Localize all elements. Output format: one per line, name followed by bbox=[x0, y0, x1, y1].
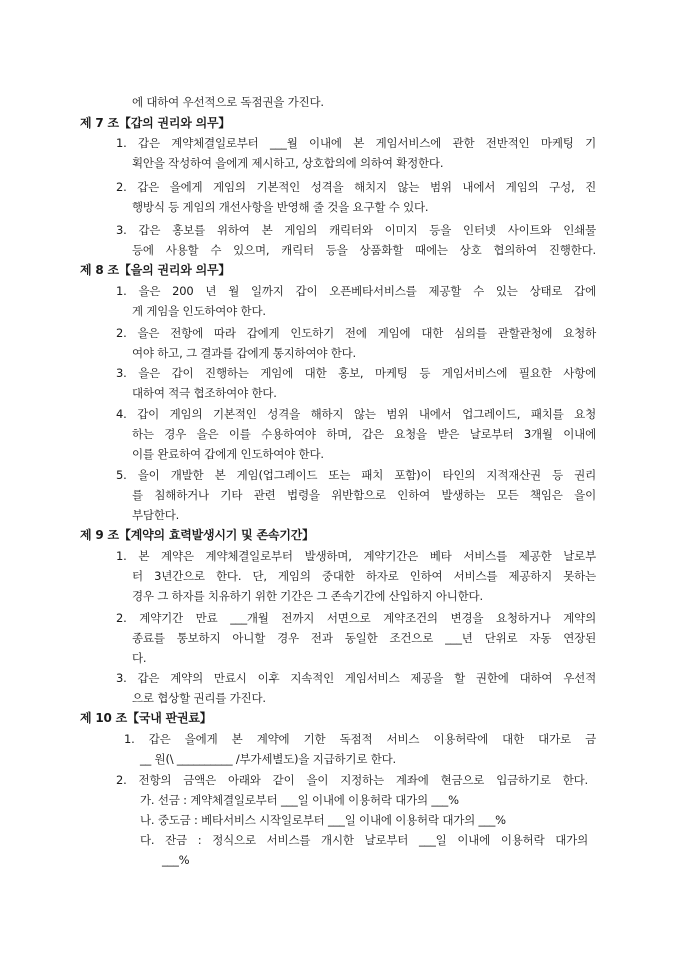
line-text: 이를 완료하여 갑에게 인도하여야 한다. bbox=[132, 447, 324, 461]
line-text: 3. 갑은 홍보를 위하여 본 게임의 캐릭터와 이미지 등을 인터넷 사이트와 인쇄물 bbox=[116, 223, 596, 237]
document-line bbox=[0, 179, 680, 195]
line-text: 4. 갑이 게임의 기본적인 성격을 해하지 않는 범위 내에서 업그레이드, 패치를 요청 bbox=[116, 407, 596, 421]
line-text: 경우 그 하자를 치유하기 위한 기간은 그 존속기간에 산입하지 아니한다. bbox=[132, 589, 483, 603]
line-text: ___% bbox=[162, 853, 190, 867]
document-line bbox=[0, 385, 680, 401]
line-text: 2. 갑은 을에게 게임의 기본적인 성격을 해치지 않는 범위 내에서 게임의 구성, 진 bbox=[116, 180, 596, 194]
document-line bbox=[0, 303, 680, 319]
line-text: 획안을 작성하여 을에게 제시하고, 상호합의에 의하여 확정한다. bbox=[132, 156, 444, 170]
document-line bbox=[0, 446, 680, 462]
document-line bbox=[0, 650, 680, 666]
document-line bbox=[0, 792, 680, 808]
line-text: 1. 갑은 을에게 본 계약에 기한 독점적 서비스 이용허락에 대한 대가로 금 bbox=[124, 732, 596, 746]
document-line bbox=[0, 242, 680, 258]
line-text: 제 9 조【계약의 효력발생시기 및 존속기간】 bbox=[80, 528, 314, 542]
document-line bbox=[0, 199, 680, 215]
line-text: 종료를 통보하지 아니할 경우 전과 동일한 조건으로 ___년 단위로 자동 연장된 bbox=[132, 631, 596, 645]
line-text: 으로 협상할 권리를 가진다. bbox=[132, 691, 266, 705]
line-text: 제 7 조【갑의 권리와 의무】 bbox=[80, 116, 231, 130]
document-line bbox=[0, 610, 680, 626]
line-text: 터 3년간으로 한다. 단, 게임의 중대한 하자로 인하여 서비스를 제공하지 못하는 bbox=[132, 569, 596, 583]
document-line bbox=[0, 135, 680, 151]
document-line bbox=[0, 568, 680, 584]
line-text: 1. 본 계약은 계약체결일로부터 발생하며, 계약기간은 베타 서비스를 제공한 날로부 bbox=[116, 549, 596, 563]
document-line bbox=[0, 832, 680, 848]
document-line bbox=[0, 222, 680, 238]
document-line bbox=[0, 548, 680, 564]
document-line bbox=[0, 507, 680, 523]
article-heading bbox=[0, 710, 680, 726]
line-text: 를 침해하거나 기타 관련 법령을 위반함으로 인하여 발생하는 모든 책임은 을이 bbox=[132, 488, 596, 502]
line-text: 가. 선금 : 계약체결일로부터 ___일 이내에 이용허락 대가의 ___% bbox=[140, 793, 459, 807]
line-text: 5. 을이 개발한 본 게임(업그레이드 또는 패치 포함)이 타인의 지적재산권 등 권리 bbox=[116, 468, 596, 482]
line-text: 대하여 적극 협조하여야 한다. bbox=[132, 386, 277, 400]
article-heading bbox=[0, 527, 680, 543]
document-line bbox=[0, 345, 680, 361]
document-line bbox=[0, 630, 680, 646]
line-text: 2. 전항의 금액은 아래와 같이 을이 지정하는 계좌에 현금으로 입금하기로 한다. bbox=[116, 773, 588, 787]
line-text: 제 10 조【국내 판권료】 bbox=[80, 711, 212, 725]
document-line bbox=[0, 365, 680, 381]
document-line bbox=[0, 670, 680, 686]
document-line bbox=[0, 487, 680, 503]
document-line bbox=[0, 94, 680, 110]
document-line bbox=[0, 467, 680, 483]
line-text: 1. 을은 200 년 월 일까지 갑이 오픈베타서비스를 제공할 수 있는 상태로 갑에 bbox=[116, 284, 596, 298]
line-text: 3. 갑은 계약의 만료시 이후 지속적인 게임서비스 제공을 할 권한에 대하여 우선적 bbox=[116, 671, 596, 685]
article-heading bbox=[0, 115, 680, 131]
line-text: 다. bbox=[132, 651, 147, 665]
document-line bbox=[0, 852, 680, 868]
line-text: 1. 갑은 계약체결일로부터 ___월 이내에 본 게임서비스에 관한 전반적인 마케팅 기 bbox=[116, 136, 596, 150]
document-line bbox=[0, 325, 680, 341]
document-line bbox=[0, 588, 680, 604]
line-text: 나. 중도금 : 베타서비스 시작일로부터 ___일 이내에 이용허락 대가의 ___% bbox=[140, 813, 506, 827]
line-text: 3. 을은 갑이 진행하는 게임에 대한 홍보, 마케팅 등 게임서비스에 필요한 사항에 bbox=[116, 366, 596, 380]
line-text: __ 원(\ __________ /부가세별도)을 지급하기로 한다. bbox=[140, 752, 396, 766]
document-line bbox=[0, 283, 680, 299]
line-text: 2. 계약기간 만료 ___개월 전까지 서면으로 계약조건의 변경을 요청하거나 계약의 bbox=[116, 611, 596, 625]
line-text: 다. 잔금 : 정식으로 서비스를 개시한 날로부터 ___일 이내에 이용허락 대가의 bbox=[140, 833, 588, 847]
article-heading bbox=[0, 262, 680, 278]
document-line bbox=[0, 155, 680, 171]
document-line bbox=[0, 772, 680, 788]
document-line bbox=[0, 751, 680, 767]
line-text: 2. 을은 전항에 따라 갑에게 인도하기 전에 게임에 대한 심의를 관할관청에 요청하 bbox=[116, 326, 596, 340]
document-line bbox=[0, 731, 680, 747]
document-line bbox=[0, 426, 680, 442]
document-line bbox=[0, 812, 680, 828]
line-text: 행방식 등 게임의 개선사항을 반영해 줄 것을 요구할 수 있다. bbox=[132, 200, 429, 214]
line-text: 게 게임을 인도하여야 한다. bbox=[132, 304, 266, 318]
document-line bbox=[0, 406, 680, 422]
line-text: 제 8 조【을의 권리와 의무】 bbox=[80, 263, 231, 277]
document-line bbox=[0, 690, 680, 706]
line-text: 부담한다. bbox=[132, 508, 180, 522]
line-text: 등에 사용할 수 있으며, 캐릭터 등을 상품화할 때에는 상호 협의하여 진행한다. bbox=[132, 243, 596, 257]
line-text: 에 대하여 우선적으로 독점권을 가진다. bbox=[132, 95, 324, 109]
line-text: 하는 경우 을은 이를 수용하여야 하며, 갑은 요청을 받은 날로부터 3개월 이내에 bbox=[132, 427, 596, 441]
line-text: 여야 하고, 그 결과를 갑에게 통지하여야 한다. bbox=[132, 346, 357, 360]
